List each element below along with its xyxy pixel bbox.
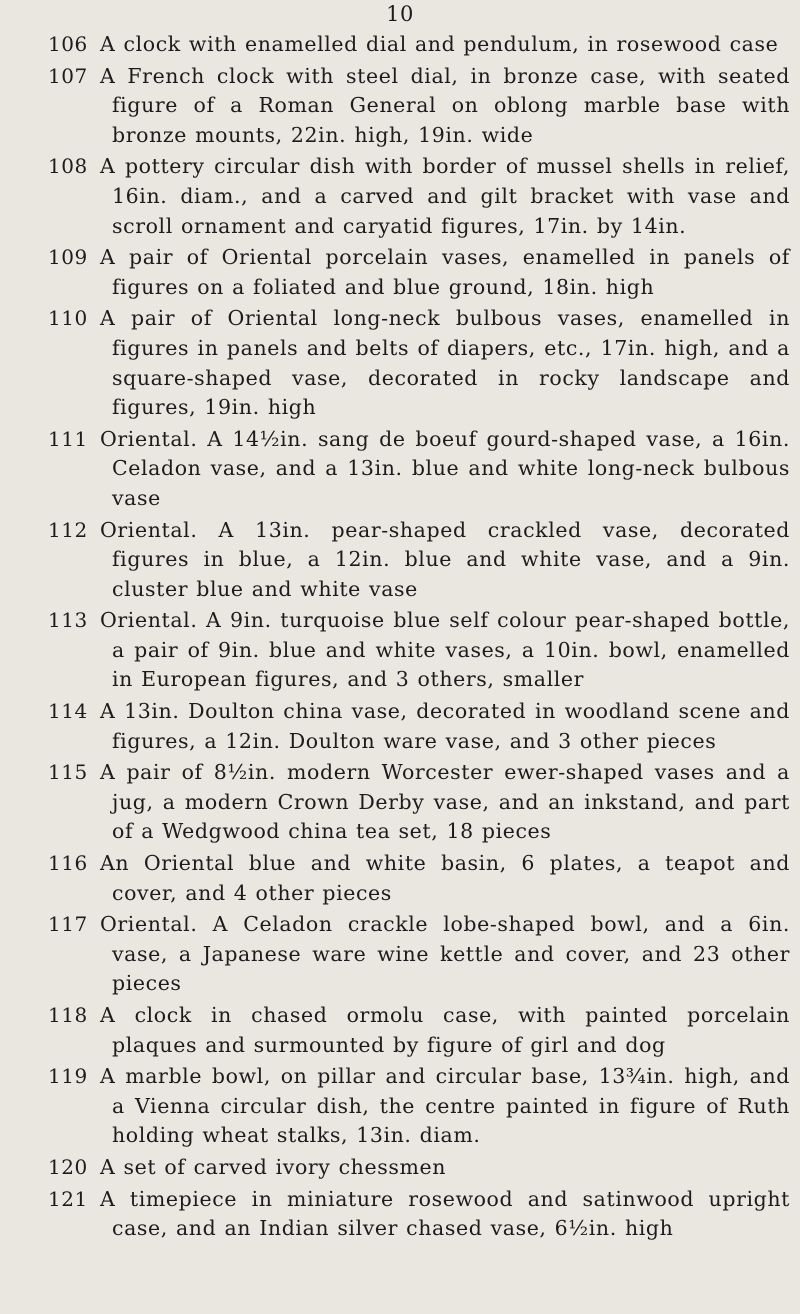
lot-description: Oriental. A 9in. turquoise blue self colour pear-shaped bottle, a pair of 9in. blue and white vases, a 10in. bowl, enamelled in European figures, and 3 others, smaller [100,608,790,692]
lot-description: A timepiece in miniature rosewood and satinwood upright case, and an Indian silver chased vase, 6½in. high [100,1186,790,1241]
lot-description: A marble bowl, on pillar and circular base, 13¾in. high, and a Vienna circular dish, the centre painted in figure of Ruth holding wheat stalks, 13in. diam. [100,1064,790,1148]
lot-entry [0,1153,800,1183]
lot-description: A set of carved ivory chessmen [100,1154,447,1179]
lot-entry [0,243,800,302]
page-number: 10 [386,2,414,26]
lot-number: 114 [48,699,88,724]
lot-number: 121 [48,1186,88,1211]
lot-entry [0,425,800,514]
lot-entry [0,62,800,151]
lot-description: A clock in chased ormolu case, with painted porcelain plaques and surmounted by figure of girl and dog [100,1003,790,1057]
lot-number: 106 [48,32,88,56]
lot-number: 117 [48,912,88,937]
lot-entry [0,152,800,241]
lot-number: 115 [48,760,88,785]
lot-number: 118 [48,1003,88,1027]
lot-entry [0,30,800,60]
lot-entry [0,304,800,422]
lot-entry [0,849,800,908]
lot-entry [0,516,800,605]
lot-description: Oriental. A 13in. pear-shaped crackled vase, decorated figures in blue, a 12in. blue and white vase, and a 9in. cluster blue and white vase [100,517,790,601]
lot-number: 119 [48,1064,88,1089]
lot-description: A pair of 8½in. modern Worcester ewer-shaped vases and a jug, a modern Crown Derby vase, and an inkstand, and part of a Wedgwood china tea set, 18 pieces [100,760,790,844]
lot-description: A 13in. Doulton china vase, decorated in woodland scene and figures, a 12in. Doulton ware vase, and 3 other pieces [100,699,790,753]
lot-entry [0,758,800,847]
lot-description: A pair of Oriental porcelain vases, enamelled in panels of figures on a foliated and blue ground, 18in. high [100,245,790,299]
lot-description: Oriental. A Celadon crackle lobe-shaped bowl, and a 6in. vase, a Japanese ware wine kettle and cover, and 23 other pieces [100,912,790,996]
lot-entry [0,1062,800,1151]
lot-entry [0,606,800,695]
lot-description: A clock with enamelled dial and pendulum, in rosewood case [100,32,779,56]
lot-list [0,30,800,1246]
lot-number: 116 [48,851,88,876]
lot-entry [0,1185,800,1244]
lot-number: 113 [48,608,88,633]
lot-number: 107 [48,63,88,88]
lot-description: A pair of Oriental long-neck bulbous vases, enamelled in figures in panels and belts of diapers, etc., 17in. high, and a square-shaped vase, decorated in rocky landscape and figures, 19in. high [100,306,790,420]
lot-number: 120 [48,1154,88,1179]
lot-description: Oriental. A 14½in. sang de boeuf gourd-shaped vase, a 16in. Celadon vase, and a 13in. blue and white long-neck bulbous vase [100,426,790,510]
lot-number: 108 [48,154,88,179]
lot-number: 111 [48,426,88,451]
lot-description: A pottery circular dish with border of mussel shells in relief, 16in. diam., and a carved and gilt bracket with vase and scroll ornament and caryatid figures, 17in. by 14in. [100,154,790,238]
lot-number: 109 [48,245,88,270]
lot-number: 112 [48,517,88,542]
lot-number: 110 [48,306,88,331]
lot-entry [0,697,800,756]
lot-description: An Oriental blue and white basin, 6 plates, a teapot and cover, and 4 other pieces [100,851,790,905]
lot-entry [0,910,800,999]
lot-entry [0,1001,800,1060]
lot-description: A French clock with steel dial, in bronze case, with seated figure of a Roman General on oblong marble base with bronze mounts, 22in. high, 19in. wide [100,63,790,147]
